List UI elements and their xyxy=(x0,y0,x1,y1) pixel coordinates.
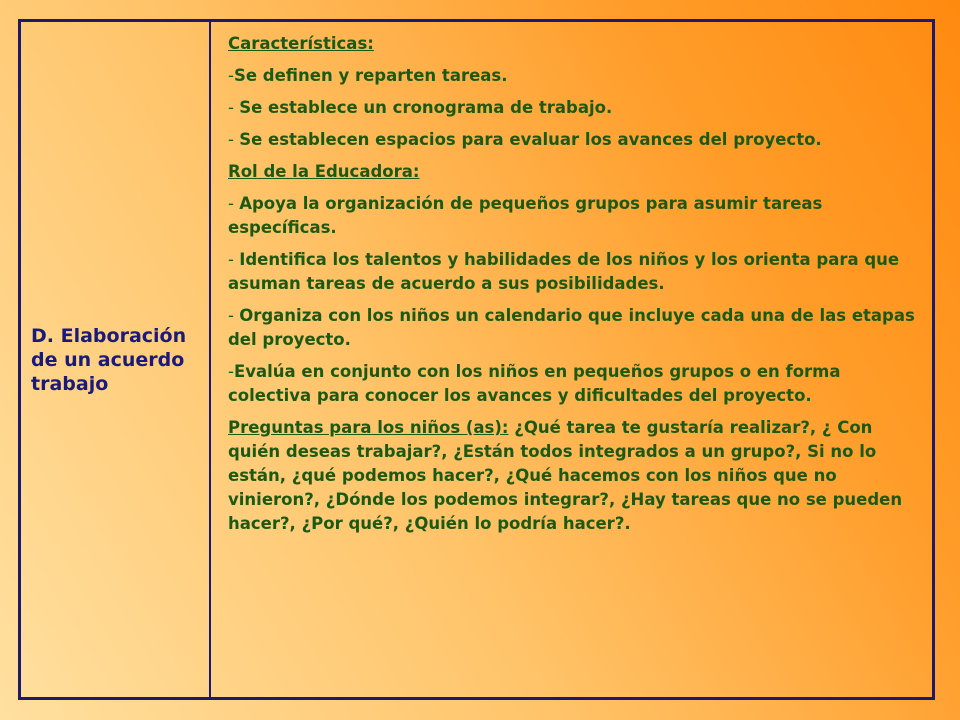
characteristic-item: - Se establece un cronograma de trabajo. xyxy=(228,98,613,117)
questions-heading: Preguntas para los niños (as): xyxy=(228,418,509,437)
questions-paragraph xyxy=(228,416,918,536)
content-table xyxy=(18,19,935,700)
row-title: D. Elaboración de un acuerdo trabajo xyxy=(31,324,187,395)
role-item: - Apoya la organización de pequeños grupos para asumir tareas específicas. xyxy=(228,194,823,237)
left-column xyxy=(21,22,211,697)
role-heading: Rol de la Educadora: xyxy=(228,162,420,181)
role-item: - Identifica los talentos y habilidades de los niños y los orienta para que asuman tareas de acuerdo a sus posibilidades. xyxy=(228,250,900,293)
role-item: -Evalúa en conjunto con los niños en pequeños grupos o en forma colectiva para conocer los avances y dificultades del proyecto. xyxy=(228,362,841,405)
characteristic-item: - Se establecen espacios para evaluar los avances del proyecto. xyxy=(228,130,822,149)
characteristics-heading: Características: xyxy=(228,34,374,53)
role-item: - Organiza con los niños un calendario que incluye cada una de las etapas del proyecto. xyxy=(228,306,915,349)
questions-text: ¿Qué tarea te gustaría realizar?, ¿ Con quién deseas trabajar?, ¿Están todos integrados a un grupo?, Si no lo están, ¿qué podemos hacer?, ¿Qué hacemos con los niños que no vinieron?, ¿Dónde los podemos integrar?, ¿Hay tareas que no se pueden hacer?, ¿Por qué?, ¿Quién lo podría hacer?. xyxy=(228,418,903,533)
right-column xyxy=(211,22,932,697)
characteristic-item: -Se definen y reparten tareas. xyxy=(228,66,508,85)
